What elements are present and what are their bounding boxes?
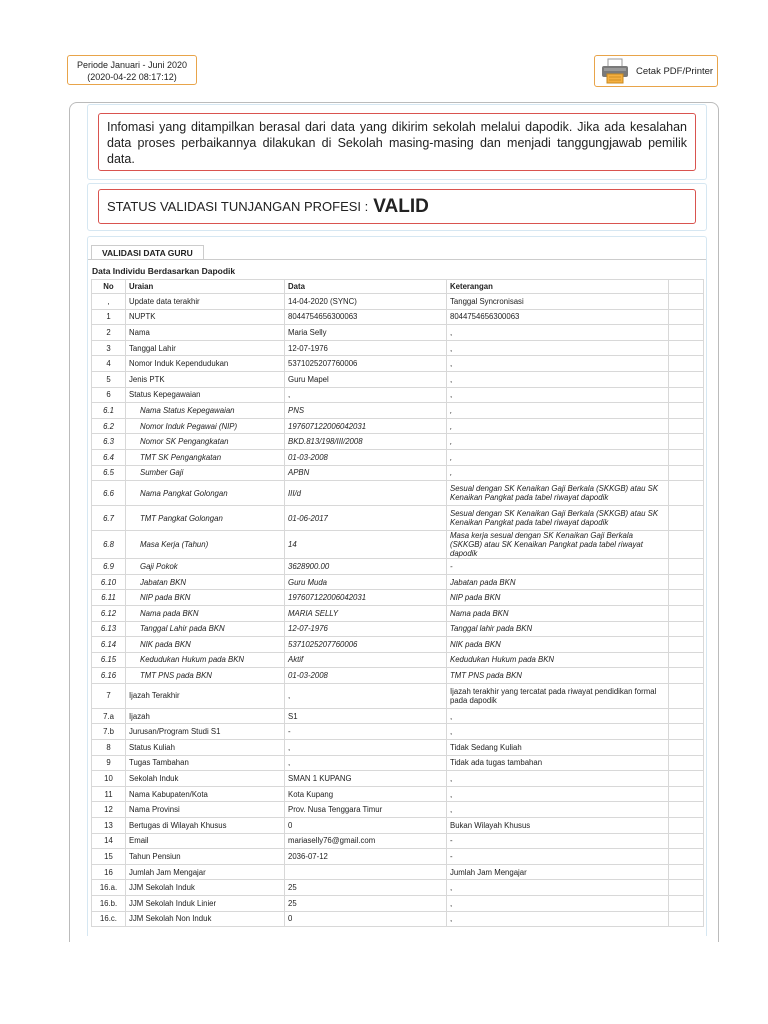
table-row <box>92 849 704 865</box>
cell-data: 5371025207760006 <box>285 637 447 653</box>
table-header-row <box>92 280 704 294</box>
cell-no: 6.16 <box>92 668 126 684</box>
cell-uraian: Tahun Pensiun <box>126 849 285 865</box>
cell-uraian: Nama pada BKN <box>126 605 285 621</box>
cell-data: mariaselly76@gmail.com <box>285 833 447 849</box>
cell-data: 12-07-1976 <box>285 621 447 637</box>
cell-uraian: NIP pada BKN <box>126 590 285 606</box>
cell-no: 6.11 <box>92 590 126 606</box>
cell-extra <box>669 802 704 818</box>
table-row <box>92 465 704 481</box>
cell-uraian: Nomor SK Pengangkatan <box>126 434 285 450</box>
cell-data: 25 <box>285 896 447 912</box>
table-row <box>92 668 704 684</box>
table-row <box>92 574 704 590</box>
column-header-keterangan: Keterangan <box>447 280 669 294</box>
printer-icon <box>600 58 630 84</box>
cell-extra <box>669 605 704 621</box>
cell-data: APBN <box>285 465 447 481</box>
table-row <box>92 755 704 771</box>
cell-no: 7 <box>92 683 126 708</box>
cell-no: 6.6 <box>92 481 126 506</box>
cell-keterangan: Bukan Wilayah Khusus <box>447 818 669 834</box>
cell-data: 01-03-2008 <box>285 449 447 465</box>
table-row <box>92 387 704 403</box>
status-inner <box>98 189 696 224</box>
cell-keterangan: , <box>447 403 669 419</box>
cell-uraian: Nama <box>126 325 285 341</box>
cell-keterangan: Ijazah terakhir yang tercatat pada riwayat pendidikan formal pada dapodik <box>447 683 669 708</box>
cell-no: 1 <box>92 309 126 325</box>
cell-keterangan: 8044754656300063 <box>447 309 669 325</box>
cell-data: 3628900.00 <box>285 559 447 575</box>
cell-keterangan: Tidak Sedang Kuliah <box>447 740 669 756</box>
cell-extra <box>669 637 704 653</box>
cell-extra <box>669 294 704 310</box>
cell-data: 8044754656300063 <box>285 309 447 325</box>
cell-keterangan: - <box>447 559 669 575</box>
cell-no: 6.4 <box>92 449 126 465</box>
cell-data: , <box>285 683 447 708</box>
status-label: STATUS VALIDASI TUNJANGAN PROFESI : <box>107 199 369 214</box>
cell-no: 6.8 <box>92 531 126 559</box>
cell-extra <box>669 911 704 927</box>
cell-keterangan: , <box>447 356 669 372</box>
cell-data: MARIA SELLY <box>285 605 447 621</box>
cell-keterangan: TMT PNS pada BKN <box>447 668 669 684</box>
cell-uraian: Bertugas di Wilayah Khusus <box>126 818 285 834</box>
cell-keterangan: NIP pada BKN <box>447 590 669 606</box>
cell-uraian: Email <box>126 833 285 849</box>
cell-data: , <box>285 740 447 756</box>
cell-data: , <box>285 755 447 771</box>
cell-keterangan: Kedudukan Hukum pada BKN <box>447 652 669 668</box>
cell-no: 6.3 <box>92 434 126 450</box>
column-header-extra <box>669 280 704 294</box>
cell-extra <box>669 864 704 880</box>
cell-uraian: Sumber Gaji <box>126 465 285 481</box>
cell-no: 5 <box>92 371 126 387</box>
cell-no: 6.2 <box>92 418 126 434</box>
table-row <box>92 481 704 506</box>
cell-uraian: Nama Status Kepegawaian <box>126 403 285 419</box>
cell-extra <box>669 465 704 481</box>
cell-keterangan: , <box>447 449 669 465</box>
cell-keterangan: Jumlah Jam Mengajar <box>447 864 669 880</box>
table-row <box>92 786 704 802</box>
cell-no: 6.1 <box>92 403 126 419</box>
cell-data: , <box>285 387 447 403</box>
cell-keterangan: , <box>447 371 669 387</box>
cell-no: 16.b. <box>92 896 126 912</box>
period-box <box>67 55 197 85</box>
table-row <box>92 708 704 724</box>
cell-data: S1 <box>285 708 447 724</box>
cell-data: SMAN 1 KUPANG <box>285 771 447 787</box>
validation-section <box>87 236 707 936</box>
table-row <box>92 802 704 818</box>
cell-data: PNS <box>285 403 447 419</box>
table-row <box>92 833 704 849</box>
cell-uraian: JJM Sekolah Induk Linier <box>126 896 285 912</box>
cell-keterangan: , <box>447 896 669 912</box>
cell-extra <box>669 683 704 708</box>
cell-keterangan: , <box>447 465 669 481</box>
cell-extra <box>669 506 704 531</box>
cell-uraian: JJM Sekolah Non Induk <box>126 911 285 927</box>
cell-data: Kota Kupang <box>285 786 447 802</box>
cell-no: 6.12 <box>92 605 126 621</box>
cell-uraian: TMT SK Pengangkatan <box>126 449 285 465</box>
cell-keterangan: NIK pada BKN <box>447 637 669 653</box>
cell-uraian: Tanggal Lahir pada BKN <box>126 621 285 637</box>
cell-keterangan: , <box>447 880 669 896</box>
cell-extra <box>669 531 704 559</box>
table-row <box>92 683 704 708</box>
cell-data <box>285 864 447 880</box>
cell-no: 6.13 <box>92 621 126 637</box>
cell-no: , <box>92 294 126 310</box>
table-row <box>92 531 704 559</box>
status-value: VALID <box>373 195 429 217</box>
cell-extra <box>669 340 704 356</box>
cell-extra <box>669 621 704 637</box>
cell-uraian: Status Kuliah <box>126 740 285 756</box>
table-row <box>92 325 704 341</box>
cell-keterangan: , <box>447 325 669 341</box>
table-row <box>92 418 704 434</box>
cell-extra <box>669 740 704 756</box>
cell-extra <box>669 896 704 912</box>
cell-uraian: Update data terakhir <box>126 294 285 310</box>
cell-data: 14-04-2020 (SYNC) <box>285 294 447 310</box>
section-title: Data Individu Berdasarkan Dapodik <box>92 266 236 276</box>
table-row <box>92 911 704 927</box>
cell-uraian: Ijazah Terakhir <box>126 683 285 708</box>
tab-divider <box>88 259 706 260</box>
cell-data: 12-07-1976 <box>285 340 447 356</box>
cell-data: 01-06-2017 <box>285 506 447 531</box>
cell-no: 13 <box>92 818 126 834</box>
cell-no: 12 <box>92 802 126 818</box>
cell-keterangan: Jabatan pada BKN <box>447 574 669 590</box>
period-label: Periode Januari - Juni 2020 <box>76 60 188 70</box>
cell-extra <box>669 771 704 787</box>
cell-uraian: Nama Pangkat Golongan <box>126 481 285 506</box>
cell-data: III/d <box>285 481 447 506</box>
cell-extra <box>669 481 704 506</box>
cell-data: 25 <box>285 880 447 896</box>
cell-extra <box>669 418 704 434</box>
cell-uraian: TMT PNS pada BKN <box>126 668 285 684</box>
cell-no: 8 <box>92 740 126 756</box>
table-row <box>92 559 704 575</box>
cell-no: 15 <box>92 849 126 865</box>
cell-no: 16.c. <box>92 911 126 927</box>
cell-no: 7.a <box>92 708 126 724</box>
column-header-data: Data <box>285 280 447 294</box>
cell-no: 6.9 <box>92 559 126 575</box>
cell-extra <box>669 724 704 740</box>
cell-keterangan: , <box>447 786 669 802</box>
cell-no: 3 <box>92 340 126 356</box>
cell-keterangan: , <box>447 724 669 740</box>
table-row <box>92 294 704 310</box>
cell-keterangan: , <box>447 911 669 927</box>
column-header-no: No <box>92 280 126 294</box>
table-row <box>92 864 704 880</box>
cell-data: 2036-07-12 <box>285 849 447 865</box>
table-row <box>92 621 704 637</box>
table-row <box>92 637 704 653</box>
cell-keterangan: - <box>447 833 669 849</box>
cell-uraian: JJM Sekolah Induk <box>126 880 285 896</box>
cell-keterangan: , <box>447 387 669 403</box>
cell-no: 16.a. <box>92 880 126 896</box>
table-row <box>92 340 704 356</box>
table-row <box>92 590 704 606</box>
table-row <box>92 880 704 896</box>
cell-data: 197607122006042031 <box>285 590 447 606</box>
cell-keterangan: , <box>447 418 669 434</box>
notice-box <box>87 104 707 180</box>
cell-keterangan: Masa kerja sesual dengan SK Kenaikan Gaji Berkala (SKKGB) atau SK Kenaikan Pangkat pada tabel riwayat dapodik <box>447 531 669 559</box>
cell-extra <box>669 403 704 419</box>
table-row <box>92 771 704 787</box>
table-row <box>92 356 704 372</box>
cell-extra <box>669 849 704 865</box>
cell-keterangan: Tanggal Syncronisasi <box>447 294 669 310</box>
cell-extra <box>669 818 704 834</box>
cell-uraian: Gaji Pokok <box>126 559 285 575</box>
cell-data: Prov. Nusa Tenggara Timur <box>285 802 447 818</box>
cell-no: 4 <box>92 356 126 372</box>
cell-extra <box>669 668 704 684</box>
cell-no: 10 <box>92 771 126 787</box>
table-row <box>92 652 704 668</box>
cell-keterangan: , <box>447 708 669 724</box>
cell-extra <box>669 574 704 590</box>
cell-no: 6.14 <box>92 637 126 653</box>
cell-uraian: Status Kepegawaian <box>126 387 285 403</box>
cell-extra <box>669 387 704 403</box>
cell-keterangan: Sesual dengan SK Kenaikan Gaji Berkala (SKKGB) atau SK Kenaikan Pangkat pada tabel riwayat dapodik <box>447 506 669 531</box>
print-label: Cetak PDF/Printer <box>636 65 714 77</box>
cell-extra <box>669 325 704 341</box>
cell-no: 16 <box>92 864 126 880</box>
cell-uraian: Kedudukan Hukum pada BKN <box>126 652 285 668</box>
cell-data: 197607122006042031 <box>285 418 447 434</box>
cell-uraian: Masa Kerja (Tahun) <box>126 531 285 559</box>
table-row <box>92 449 704 465</box>
cell-data: 5371025207760006 <box>285 356 447 372</box>
print-pdf-button[interactable] <box>594 55 718 87</box>
cell-no: 14 <box>92 833 126 849</box>
cell-extra <box>669 449 704 465</box>
teacher-data-table <box>91 279 704 927</box>
table-row <box>92 403 704 419</box>
table-row <box>92 506 704 531</box>
cell-uraian: Jabatan BKN <box>126 574 285 590</box>
cell-uraian: Jumlah Jam Mengajar <box>126 864 285 880</box>
cell-data: BKD.813/198/III/2008 <box>285 434 447 450</box>
cell-extra <box>669 356 704 372</box>
table-row <box>92 434 704 450</box>
cell-uraian: Tanggal Lahir <box>126 340 285 356</box>
cell-keterangan: Nama pada BKN <box>447 605 669 621</box>
cell-uraian: Tugas Tambahan <box>126 755 285 771</box>
period-timestamp: (2020-04-22 08:17:12) <box>87 72 177 82</box>
cell-uraian: Jenis PTK <box>126 371 285 387</box>
column-header-uraian: Uraian <box>126 280 285 294</box>
cell-no: 7.b <box>92 724 126 740</box>
cell-extra <box>669 590 704 606</box>
cell-extra <box>669 833 704 849</box>
cell-extra <box>669 880 704 896</box>
cell-data: 14 <box>285 531 447 559</box>
cell-keterangan: Tanggal lahir pada BKN <box>447 621 669 637</box>
cell-extra <box>669 708 704 724</box>
table-row <box>92 309 704 325</box>
cell-no: 6.7 <box>92 506 126 531</box>
cell-data: Maria Selly <box>285 325 447 341</box>
cell-uraian: Nama Kabupaten/Kota <box>126 786 285 802</box>
cell-uraian: Jurusan/Program Studi S1 <box>126 724 285 740</box>
table-row <box>92 371 704 387</box>
cell-no: 6 <box>92 387 126 403</box>
cell-extra <box>669 371 704 387</box>
cell-uraian: NIK pada BKN <box>126 637 285 653</box>
cell-no: 6.10 <box>92 574 126 590</box>
cell-uraian: Nomor Induk Kependudukan <box>126 356 285 372</box>
table-row <box>92 605 704 621</box>
cell-no: 2 <box>92 325 126 341</box>
cell-data: 0 <box>285 911 447 927</box>
cell-no: 9 <box>92 755 126 771</box>
cell-extra <box>669 786 704 802</box>
tab-validasi-data-guru[interactable]: VALIDASI DATA GURU <box>91 245 204 260</box>
cell-data: 01-03-2008 <box>285 668 447 684</box>
cell-data: 0 <box>285 818 447 834</box>
status-box <box>87 183 707 231</box>
notice-text: Infomasi yang ditampilkan berasal dari data yang dikirim sekolah melalui dapodik. Jika ada kesalahan data proses perbaikannya dilakukan di Sekolah masing-masing dan menjadi tanggungjawab pemilik data. <box>98 113 696 171</box>
cell-keterangan: , <box>447 802 669 818</box>
cell-keterangan: Sesual dengan SK Kenaikan Gaji Berkala (SKKGB) atau SK Kenaikan Pangkat pada tabel riwayat dapodik <box>447 481 669 506</box>
table-row <box>92 896 704 912</box>
cell-keterangan: - <box>447 849 669 865</box>
cell-no: 6.5 <box>92 465 126 481</box>
table-row <box>92 818 704 834</box>
cell-extra <box>669 755 704 771</box>
cell-data: - <box>285 724 447 740</box>
cell-data: Guru Muda <box>285 574 447 590</box>
cell-data: Aktif <box>285 652 447 668</box>
cell-data: Guru Mapel <box>285 371 447 387</box>
cell-uraian: Nama Provinsi <box>126 802 285 818</box>
table-row <box>92 740 704 756</box>
cell-uraian: NUPTK <box>126 309 285 325</box>
table-row <box>92 724 704 740</box>
cell-extra <box>669 434 704 450</box>
cell-uraian: Sekolah Induk <box>126 771 285 787</box>
cell-keterangan: , <box>447 434 669 450</box>
cell-uraian: Ijazah <box>126 708 285 724</box>
cell-uraian: TMT Pangkat Golongan <box>126 506 285 531</box>
cell-keterangan: , <box>447 340 669 356</box>
cell-keterangan: , <box>447 771 669 787</box>
cell-uraian: Nomor Induk Pegawai (NIP) <box>126 418 285 434</box>
cell-no: 6.15 <box>92 652 126 668</box>
cell-keterangan: Tidak ada tugas tambahan <box>447 755 669 771</box>
cell-extra <box>669 652 704 668</box>
cell-extra <box>669 309 704 325</box>
cell-no: 11 <box>92 786 126 802</box>
cell-extra <box>669 559 704 575</box>
